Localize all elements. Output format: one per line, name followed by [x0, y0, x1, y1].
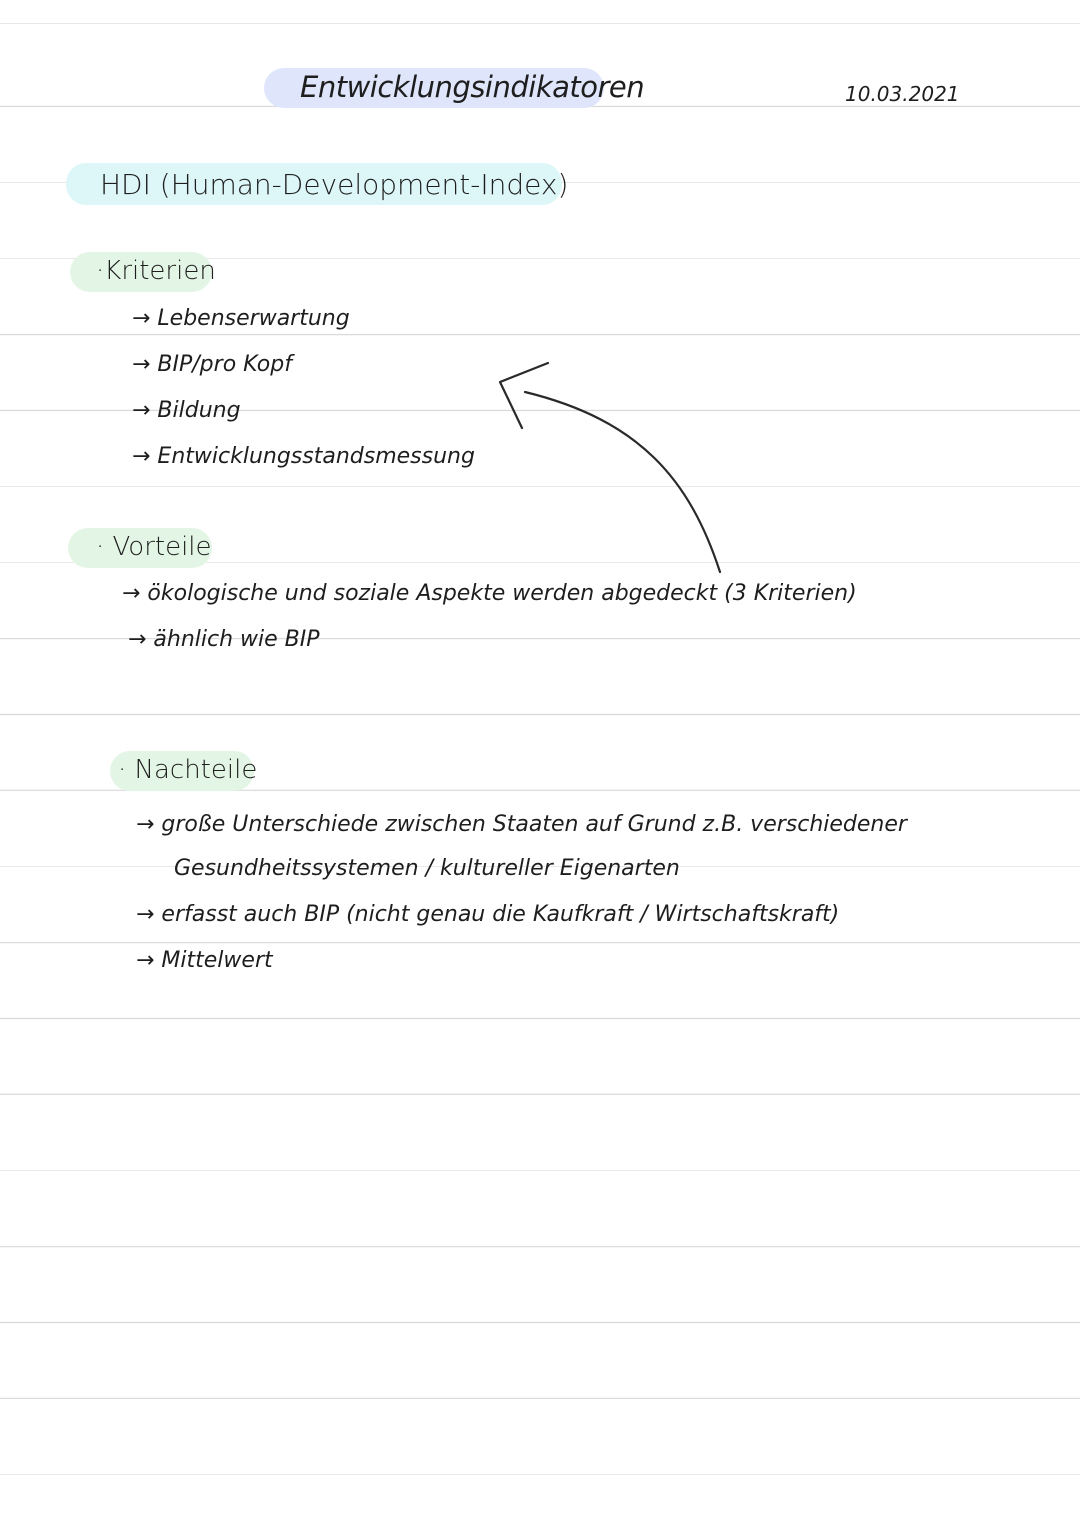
- kriterien-item: → BIP/pro Kopf: [132, 352, 292, 377]
- vorteile-item: → ähnlich wie BIP: [128, 627, 320, 652]
- kriterien-item: → Lebenserwartung: [132, 306, 350, 331]
- nachteile-item-continuation: Gesundheitssystemen / kultureller Eigenarten: [174, 856, 680, 881]
- nachteile-item: → große Unterschiede zwischen Staaten auf Grund z.B. verschiedener: [136, 812, 907, 837]
- page-title: Entwicklungsindikatoren: [300, 70, 645, 104]
- vorteile-item: → ökologische und soziale Aspekte werden abgedeckt (3 Kriterien): [122, 581, 857, 606]
- page-date: 10.03.2021: [845, 82, 960, 106]
- vorteile-heading: · Vorteile: [96, 532, 212, 562]
- kriterien-heading: ·Kriterien: [96, 256, 216, 286]
- hdi-heading: HDI (Human-Development-Index): [100, 168, 569, 201]
- kriterien-item: → Entwicklungsstandsmessung: [132, 444, 475, 469]
- nachteile-item: → Mittelwert: [136, 948, 273, 973]
- kriterien-item: → Bildung: [132, 398, 241, 423]
- nachteile-item: → erfasst auch BIP (nicht genau die Kaufkraft / Wirtschaftskraft): [136, 902, 840, 927]
- nachteile-heading: · Nachteile: [118, 755, 258, 785]
